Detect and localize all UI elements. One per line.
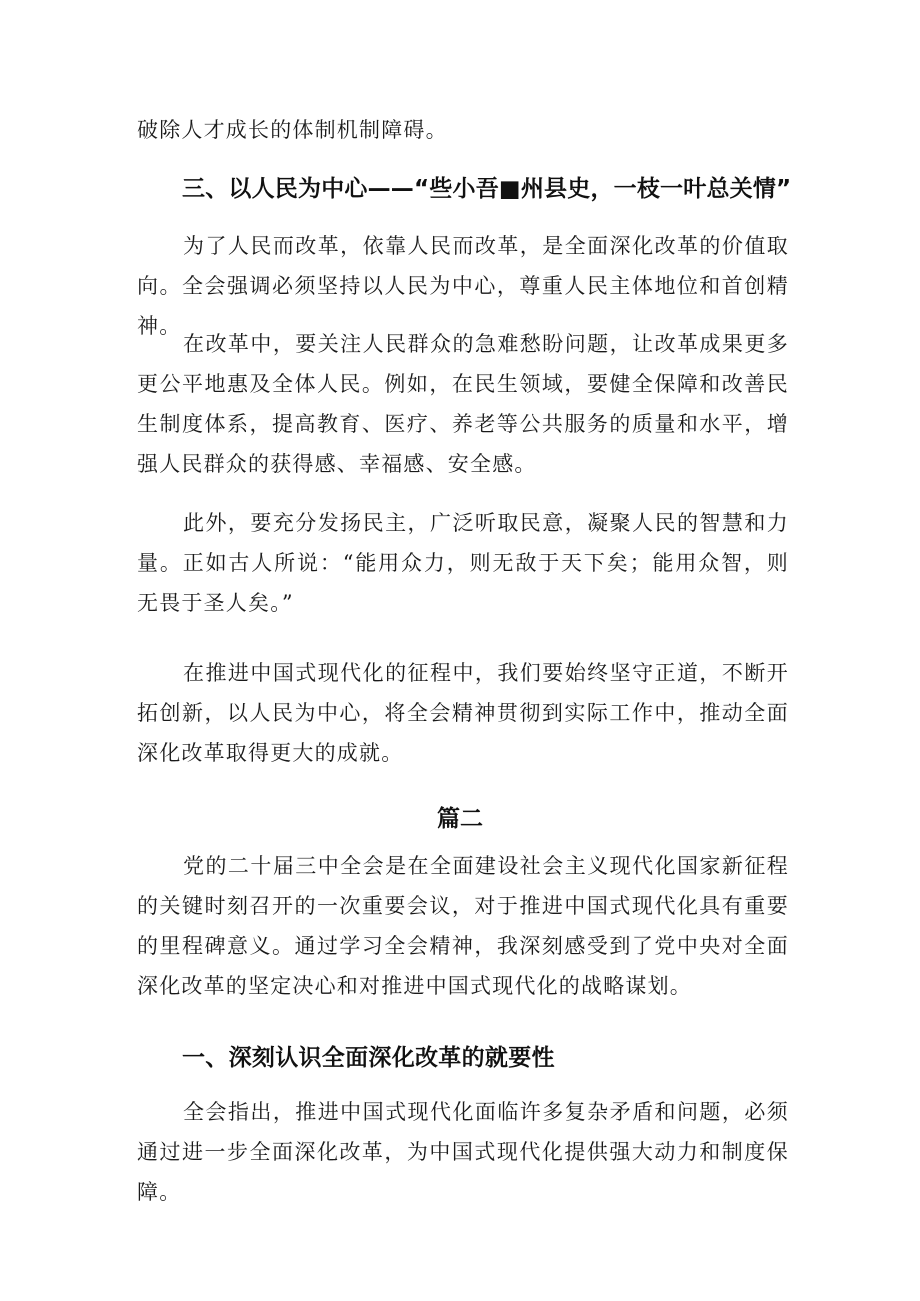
- section-heading-1: 一、深刻认识全面深化改革的就要性: [182, 1045, 555, 1071]
- paragraph-plenum-intro: 党的二十届三中全会是在全面建设社会主义现代化国家新征程的关键时刻召开的一次重要会议，对于推进中国式现代化具有重要的里程碑意义。通过学习全会精神，我深刻感受到了党中央对全面深化改革的坚定决心和对推进中国式现代化的战略谋划。: [137, 854, 789, 998]
- paragraph-continuation: 破除人才成长的体制机制障碍。: [137, 118, 448, 142]
- paragraph-democracy: 此外，要充分发扬民主，广泛听取民意，凝聚人民的智慧和力量。正如古人所说：“能用众力，则无敌于天下矣；能用众智，则无畏于圣人矣。”: [137, 511, 789, 615]
- paragraph-people-concerns: 在改革中，要关注人民群众的急难愁盼问题，让改革成果更多更公平地惠及全体人民。例如，在民生领域，要健全保障和改善民生制度体系，提高教育、医疗、养老等公共服务的质量和水平，增强人民群众的获得感、幸福感、安全感。: [137, 332, 789, 476]
- paragraph-value-orientation: 为了人民而改革，依靠人民而改革，是全面深化改革的价值取向。全会强调必须坚持以人民为中心，尊重人民主体地位和首创精神。: [137, 234, 789, 338]
- paragraph-plenum-points: 全会指出，推进中国式现代化面临许多复杂矛盾和问题，必须通过进一步全面深化改革，为中国式现代化提供强大动力和制度保障。: [137, 1100, 789, 1204]
- paragraph-conclusion: 在推进中国式现代化的征程中，我们要始终坚守正道，不断开拓创新，以人民为中心，将全会精神贯彻到实际工作中，推动全面深化改革取得更大的成就。: [137, 661, 789, 765]
- part-heading-2: 篇二: [437, 806, 483, 832]
- section-heading-3: 三、以人民为中心——“些小吾■州县史，一枝一叶总关情”: [182, 176, 792, 202]
